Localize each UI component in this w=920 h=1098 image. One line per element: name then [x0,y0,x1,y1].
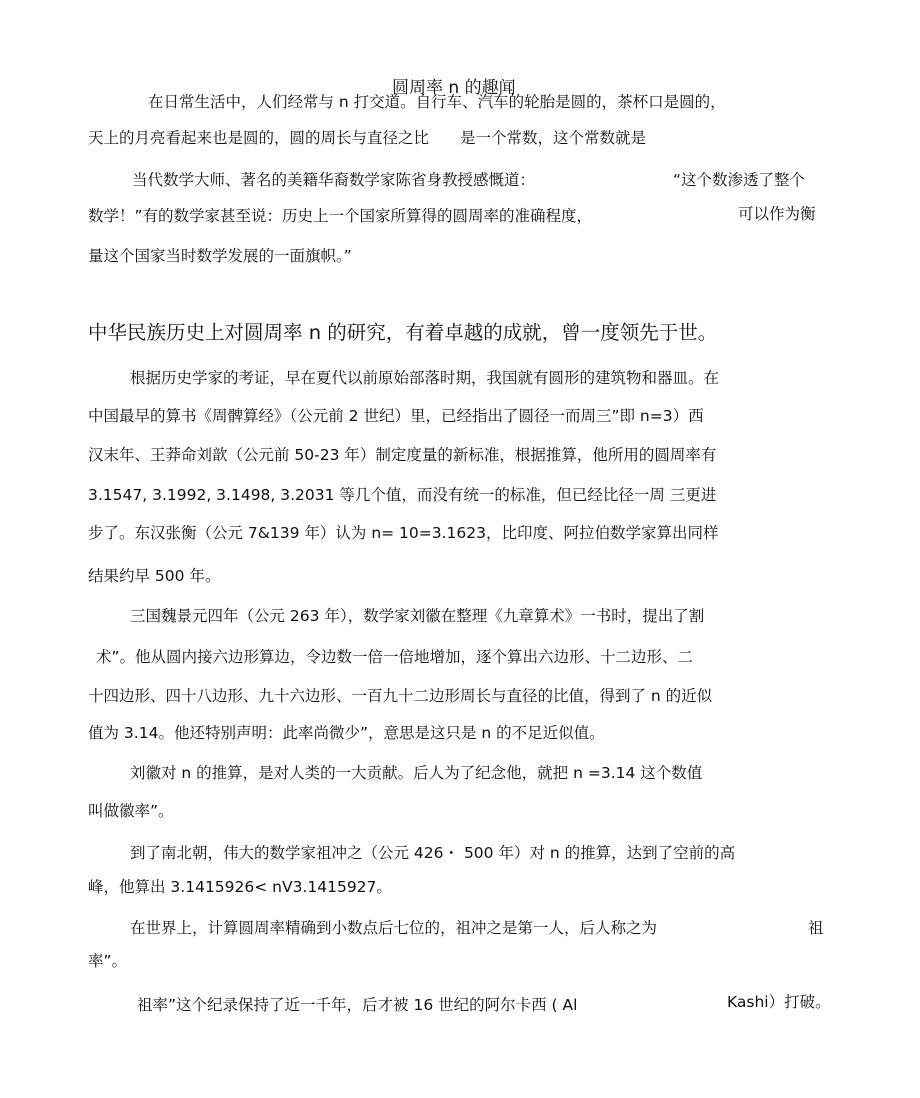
paragraph-line: 根据历史学家的考证，早在夏代以前原始部落时期，我国就有圆形的建筑物和器皿。在 [130,369,720,387]
section-heading: 中华民族历史上对圆周率 n 的研究，有着卓越的成就，曾一度领先于世。 [88,321,718,344]
paragraph-line-end: 祖 [808,919,824,937]
paragraph-line-end: Kashi）打破。 [727,993,831,1011]
paragraph-line: 3.1547, 3.1992, 3.1498, 3.2031 等几个值，而没有统一的标准，但已经比径一周 三更进 [88,486,717,504]
intro-line-3-quote: “这个数渗透了整个 [673,171,806,189]
intro-line-1: 在日常生活中，人们经常与 n 打交道。自行车、汽车的轮胎是圆的，茶杯口是圆的， [148,93,726,111]
intro-line-4-end: 可以作为衡 [738,205,816,223]
paragraph-line: 叫做徽率”。 [88,802,174,820]
paragraph-line: 峰，他算出 3.1415926< nV3.1415927。 [88,878,392,896]
paragraph-line: 刘徽对 n 的推算，是对人类的一大贡献。后人为了纪念他，就把 n =3.14 这个数值 [130,764,703,782]
intro-line-4: 数学！”有的数学家甚至说：历史上一个国家所算得的圆周率的准确程度， [88,207,593,225]
paragraph-line: 率”。 [88,952,128,970]
paragraph-line: 步了。东汉张衡（公元 7&139 年）认为 n= 10=3.1623，比印度、阿拉伯数学家算出同样 [88,524,719,542]
paragraph-line: 汉末年、王莽命刘歆（公元前 50-23 年）制定度量的新标准，根据推算，他所用的圆周率有 [88,446,717,464]
intro-line-3: 当代数学大师、著名的美籍华裔数学家陈省身教授感慨道： [132,171,536,189]
paragraph-line: 十四边形、四十八边形、九十六边形、一百九十二边形周长与直径的比值，得到了 n 的近似 [88,687,713,705]
paragraph-line: 在世界上，计算圆周率精确到小数点后七位的，祖冲之是第一人，后人称之为 [130,919,658,937]
paragraph-line: 到了南北朝，伟大的数学家祖冲之（公元 426・ 500 年）对 n 的推算，达到了空前的高 [130,844,736,862]
paragraph-line: 中国最早的算书《周髀算经》（公元前 2 世纪）里，已经指出了圆径一而周三”即 n=3）西 [88,407,704,425]
intro-line-5: 量这个国家当时数学发展的一面旗帜。” [88,247,352,265]
intro-line-2: 天上的月亮看起来也是圆的，圆的周长与直径之比 是一个常数，这个常数就是 [88,129,647,147]
paragraph-line: 祖率”这个纪录保持了近一千年，后才被 16 世纪的阿尔卡西 ( Al [137,996,578,1014]
document-title: 圆周率 n 的趣闻 [392,78,516,98]
paragraph-line: 术”。他从圆内接六边形算边，令边数一倍一倍地增加，逐个算出六边形、十二边形、二 [96,648,694,666]
paragraph-line: 结果约早 500 年。 [88,567,221,585]
paragraph-line: 值为 3.14。他还特别声明：此率尚微少”，意思是这只是 n 的不足近似值。 [88,724,605,742]
paragraph-line: 三国魏景元四年（公元 263 年），数学家刘徽在整理《九章算术》一书时，提出了割 [130,607,705,625]
